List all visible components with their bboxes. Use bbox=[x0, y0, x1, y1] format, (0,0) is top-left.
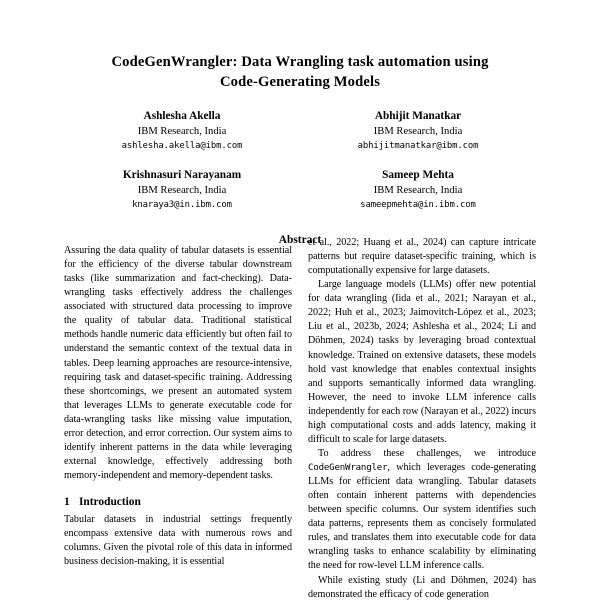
section-number: 1 bbox=[64, 496, 70, 509]
body-columns bbox=[64, 236, 536, 600]
author-affiliation: IBM Research, India bbox=[137, 126, 227, 138]
author-email[interactable]: abhijitmanatkar@ibm.com bbox=[357, 141, 479, 152]
author-email[interactable]: sameepmehta@in.ibm.com bbox=[360, 200, 476, 211]
section-heading-introduction bbox=[64, 483, 292, 513]
paragraph-llm-potential: Large language models (LLMs) offer new potential for data wrangling (Iida et al., 2021; Narayan et al., 2022; Huh et al., 2023; Jaimovitch-López et al., 2023; Liu et al., 2023b, 2024; Ashlesha et al., 2024; Li and Döhmen, 2024) tasks by leveraging broad contextual knowledge. Trained on extensive datasets, these models hold vast knowledge that enables contextual insights and supports semantically informed data wrangling. However, the need to invoke LLM inference calls independently for each row (Narayan et al., 2022) incurs high computational costs and adds latency, making it difficult to scale for large datasets. bbox=[308, 279, 536, 445]
title-line-1: CodeGenWrangler: Data Wrangling task automation using bbox=[111, 54, 489, 70]
author-affiliation: IBM Research, India bbox=[137, 185, 227, 197]
system-name-mono: CodeGenWrangler bbox=[308, 463, 388, 473]
author-name: Krishnasuri Narayanam bbox=[122, 169, 242, 182]
author-entry bbox=[64, 109, 300, 153]
paragraph-existing-study: While existing study (Li and Döhmen, 2024) has demonstrated the efficacy of code generation bbox=[308, 574, 536, 600]
author-email[interactable]: ashlesha.akella@ibm.com bbox=[121, 141, 243, 152]
author-email[interactable]: knaraya3@in.ibm.com bbox=[132, 200, 232, 211]
author-name: Abhijit Manatkar bbox=[374, 110, 462, 123]
column-right bbox=[308, 236, 536, 600]
author-name: Sameep Mehta bbox=[382, 169, 454, 182]
author-name: Ashlesha Akella bbox=[143, 110, 221, 123]
column-left bbox=[64, 236, 292, 600]
page-title bbox=[64, 0, 536, 92]
intro-paragraph-1: Tabular datasets in industrial settings frequently encompass extensive data with numerous rows and columns. Given the pivotal role of this data in informed business decision-making, it is essential bbox=[64, 514, 292, 568]
abstract-heading: Abstract bbox=[278, 234, 322, 247]
paragraph-part-after-mono: , which leverages code-generating LLMs for efficient data wrangling. Tabular datasets often contain inherent patterns with dependencies between specific columns. Our system identifies such data patterns, represents them as concisely formulated rules, and translates them into executable code for data wrangling tasks to enhance scalability by eliminating the need for row-level LLM inference calls. bbox=[308, 462, 536, 572]
author-row bbox=[64, 168, 536, 212]
author-entry bbox=[300, 168, 536, 212]
paragraph-continuation: et al., 2022; Huang et al., 2024) can capture intricate patterns but require dataset-specific training, which is computationally expensive for large datasets. bbox=[308, 237, 536, 277]
paragraph-part-before-mono: To address these challenges, we introduce bbox=[318, 447, 536, 459]
abstract-text: Assuring the data quality of tabular datasets is essential for the efficiency of the diverse tabular downstream tasks (like summarization and fact-checking). Data-wrangling tasks effectively address the challenges associated with structured data processing to improve the quality of tabular data. Traditional statistical methods handle numeric data efficiently but often fail to understand the semantic context of the textual data in tables. Deep learning approaches are resource-intensive, requiring task and dataset-specific training. Addressing these shortcomings, we present an automated system that leverages LLMs to generate executable code for data-wrangling tasks like missing value imputation, error detection, and error correction. Our system aims to identify inherent patterns in the data while leveraging external knowledge, effectively addressing both memory-independent and memory-dependent tasks. bbox=[64, 245, 292, 481]
author-entry bbox=[300, 109, 536, 153]
author-block bbox=[64, 109, 536, 212]
title-line-2: Code-Generating Models bbox=[219, 74, 381, 91]
section-title: Introduction bbox=[79, 496, 141, 509]
author-row bbox=[64, 109, 536, 153]
paragraph-codegenwrangler bbox=[308, 447, 536, 574]
author-affiliation: IBM Research, India bbox=[373, 126, 463, 138]
author-entry bbox=[64, 168, 300, 212]
author-affiliation: IBM Research, India bbox=[373, 185, 463, 197]
